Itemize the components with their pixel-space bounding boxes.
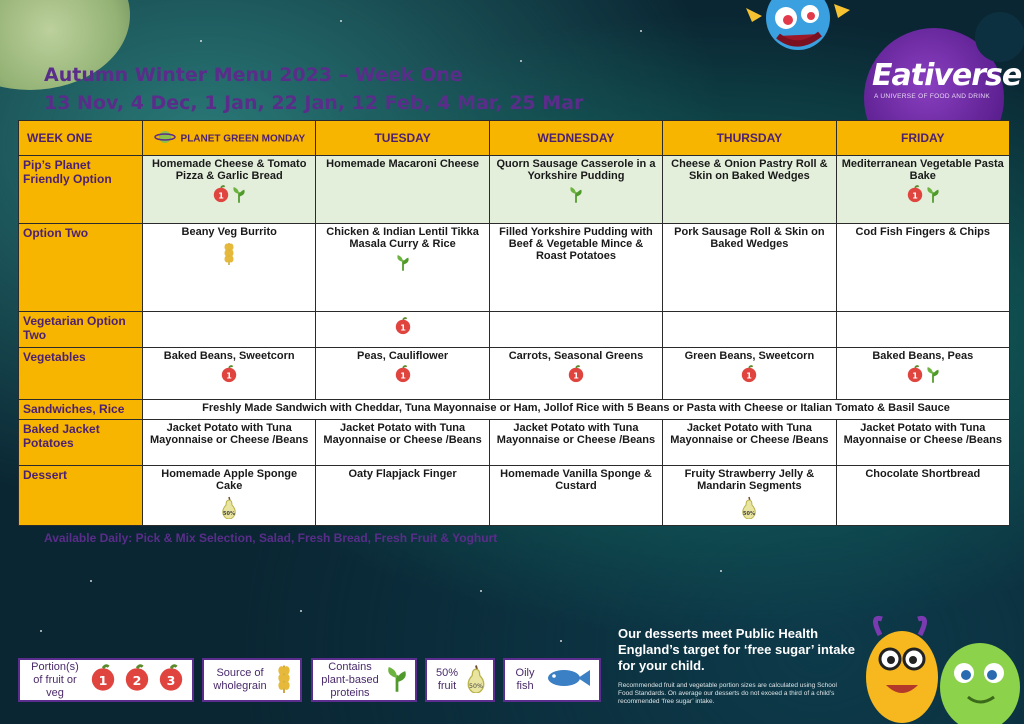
menu-cell — [316, 348, 489, 400]
menu-cell — [836, 224, 1009, 312]
dish-name: Jacket Potato with Tuna — [513, 422, 639, 434]
dish-name: Jacket Potato with Tuna — [860, 422, 986, 434]
menu-row — [19, 348, 1010, 400]
key-portions: Portion(s) of fruit or veg 1 2 3 — [18, 658, 194, 702]
blue-monster-illustration — [738, 0, 858, 62]
menu-cell — [836, 312, 1009, 348]
dish-name: Mayonnaise or Cheese /Beans — [150, 434, 309, 446]
day-header-thursday: THURSDAY — [663, 121, 836, 156]
row-label: Pip’s Planet Friendly Option — [19, 156, 143, 224]
dish-name: Homemade Macaroni Cheese — [326, 158, 479, 170]
svg-text:1: 1 — [911, 190, 918, 201]
svg-text:1: 1 — [573, 370, 579, 381]
menu-cell — [836, 420, 1009, 466]
dish-name: Homemade Vanilla Sponge & Custard — [500, 468, 652, 492]
svg-text:1: 1 — [218, 190, 224, 201]
dish-name: Mayonnaise or Cheese /Beans — [496, 434, 656, 446]
apple-icon — [906, 365, 924, 386]
dish-name: Baked Beans, Peas — [872, 350, 974, 362]
row-label: Dessert — [19, 466, 143, 526]
dish-name: Chicken & Indian Lentil Tikka Masala Curry & Rice — [326, 226, 479, 250]
apple-icon — [89, 664, 117, 696]
svg-text:2: 2 — [132, 673, 142, 688]
fish-icon — [544, 667, 592, 693]
svg-text:1: 1 — [911, 370, 918, 381]
menu-title: Autumn Winter Menu 2023 – Week One — [44, 64, 463, 86]
menu-cell — [316, 224, 489, 312]
dish-name: Jacket Potato with Tuna — [686, 422, 812, 434]
week-label: WEEK ONE — [19, 121, 143, 156]
day-header-tuesday: TUESDAY — [316, 121, 489, 156]
menu-row — [19, 312, 1010, 348]
menu-cell — [489, 348, 662, 400]
apple-icon — [220, 365, 238, 386]
svg-text:3: 3 — [166, 673, 176, 688]
dish-name: Quorn Sausage Casserole in a Yorkshire Pudding — [496, 158, 656, 182]
leaf-icon — [569, 185, 583, 206]
leaf-icon — [232, 185, 246, 206]
apple-icon — [157, 664, 185, 696]
menu-cell — [489, 312, 662, 348]
row-label: Vegetarian Option Two — [19, 312, 143, 348]
dish-name: Cod Fish Fingers & Chips — [855, 226, 990, 238]
dish-name: Mayonnaise or Cheese /Beans — [843, 434, 1002, 446]
day-header-wednesday: WEDNESDAY — [489, 121, 662, 156]
menu-cell — [316, 312, 489, 348]
dessert-small-print: Recommended fruit and vegetable portion sizes are calculated using School Food Standards. On average our desserts do not exceed a third of a child’s recommended ‘free sugar’ intake. — [618, 682, 837, 705]
menu-cell — [143, 156, 316, 224]
apple-icon — [906, 185, 924, 206]
row-label: Baked Jacket Potatoes — [19, 420, 143, 466]
apple-icon — [740, 365, 758, 386]
menu-cell — [316, 466, 489, 526]
menu-cell — [489, 466, 662, 526]
svg-text:1: 1 — [746, 370, 753, 381]
menu-cell — [663, 466, 836, 526]
apple-icon — [394, 317, 412, 338]
menu-cell — [663, 420, 836, 466]
menu-cell — [316, 420, 489, 466]
menu-row — [19, 156, 1010, 224]
svg-text:1: 1 — [399, 322, 406, 333]
menu-cell — [316, 156, 489, 224]
key-wholegrain: Source of wholegrain — [202, 658, 302, 702]
menu-cell — [663, 312, 836, 348]
day-header-friday: FRIDAY — [836, 121, 1009, 156]
sandwiches-cell: Freshly Made Sandwich with Cheddar, Tuna Mayonnaise or Ham, Jollof Rice with 5 Beans or Pasta with Cheese or Italian Tomato & Basil Sauce — [143, 400, 1010, 420]
svg-text:1: 1 — [98, 673, 108, 688]
menu-row — [19, 400, 1010, 420]
menu-cell — [663, 224, 836, 312]
menu-cell — [143, 420, 316, 466]
available-daily: Available Daily: Pick & Mix Selection, Salad, Fresh Bread, Fresh Fruit & Yoghurt — [44, 531, 498, 545]
leaf-icon — [386, 664, 408, 696]
menu-cell — [836, 348, 1009, 400]
leaf-icon — [926, 185, 940, 206]
dish-name: Fruity Strawberry Jelly & Mandarin Segments — [684, 468, 815, 492]
row-label: Sandwiches, Rice — [19, 400, 143, 420]
dish-name: Peas, Cauliflower — [357, 350, 449, 362]
menu-cell — [489, 420, 662, 466]
apple-icon — [123, 664, 151, 696]
svg-text:1: 1 — [399, 370, 406, 381]
dish-name: Filled Yorkshire Pudding with Beef & Vegetable Mince & Roast Potatoes — [499, 226, 653, 262]
menu-cell — [663, 348, 836, 400]
dish-name: Homemade Apple Sponge Cake — [161, 468, 298, 492]
svg-text:50%: 50% — [743, 511, 756, 517]
menu-row — [19, 224, 1010, 312]
svg-text:50%: 50% — [223, 511, 236, 517]
key-plant-protein: Contains plant-based proteins — [311, 658, 417, 702]
dessert-note: Our desserts meet Public Health England’s target for ‘free sugar’ intake for your child. — [618, 626, 855, 673]
leaf-icon — [926, 365, 940, 386]
menu-cell — [143, 224, 316, 312]
dish-name: Green Beans, Sweetcorn — [684, 350, 815, 362]
menu-row — [19, 420, 1010, 466]
pear-icon — [741, 495, 757, 522]
dish-name: Homemade Cheese & Tomato Pizza & Garlic Bread — [151, 158, 307, 182]
dish-name: Jacket Potato with Tuna — [166, 422, 292, 434]
pear-icon — [221, 495, 237, 522]
apple-icon — [212, 185, 230, 206]
menu-cell — [143, 466, 316, 526]
menu-dates: 13 Nov, 4 Dec, 1 Jan, 22 Jan, 12 Feb, 4 Mar, 25 Mar — [44, 92, 584, 114]
pear-icon — [466, 663, 486, 697]
menu-cell — [143, 312, 316, 348]
monster-characters-illustration — [860, 615, 1024, 724]
menu-row — [19, 466, 1010, 526]
wheat-icon — [275, 663, 293, 697]
row-label: Option Two — [19, 224, 143, 312]
svg-text:50%: 50% — [469, 683, 483, 690]
dish-name: Carrots, Seasonal Greens — [508, 350, 644, 362]
dish-name: Mediterranean Vegetable Pasta Bake — [841, 158, 1004, 182]
apple-icon — [567, 365, 585, 386]
menu-cell — [663, 156, 836, 224]
dish-name: Mayonnaise or Cheese /Beans — [323, 434, 482, 446]
menu-cell — [836, 466, 1009, 526]
logo-tagline: A UNIVERSE OF FOOD AND DRINK — [874, 93, 991, 100]
svg-text:1: 1 — [226, 370, 232, 381]
logo-text: Eativerse — [872, 58, 1022, 93]
wheat-icon — [223, 241, 235, 268]
key-oily-fish: Oily fish — [503, 658, 601, 702]
leaf-icon — [396, 253, 410, 274]
dish-name: Pork Sausage Roll & Skin on Baked Wedges — [674, 226, 825, 250]
dish-name: Chocolate Shortbread — [865, 468, 981, 480]
day-header-monday: PLANET GREEN MONDAY — [143, 121, 316, 156]
dish-name: Cheese & Onion Pastry Roll & Skin on Baked Wedges — [671, 158, 828, 182]
menu-table — [18, 120, 1010, 526]
menu-cell — [143, 348, 316, 400]
menu-cell — [489, 156, 662, 224]
dish-name: Jacket Potato with Tuna — [340, 422, 466, 434]
apple-icon — [394, 365, 412, 386]
menu-cell — [489, 224, 662, 312]
row-label: Vegetables — [19, 348, 143, 400]
dish-name: Baked Beans, Sweetcorn — [163, 350, 295, 362]
menu-cell — [836, 156, 1009, 224]
planet-icon — [154, 129, 176, 148]
dish-name: Beany Veg Burrito — [181, 226, 277, 238]
dish-name: Oaty Flapjack Finger — [348, 468, 457, 480]
key-fifty-fruit: 50% fruit 50% — [425, 658, 495, 702]
dish-name: Mayonnaise or Cheese /Beans — [670, 434, 829, 446]
